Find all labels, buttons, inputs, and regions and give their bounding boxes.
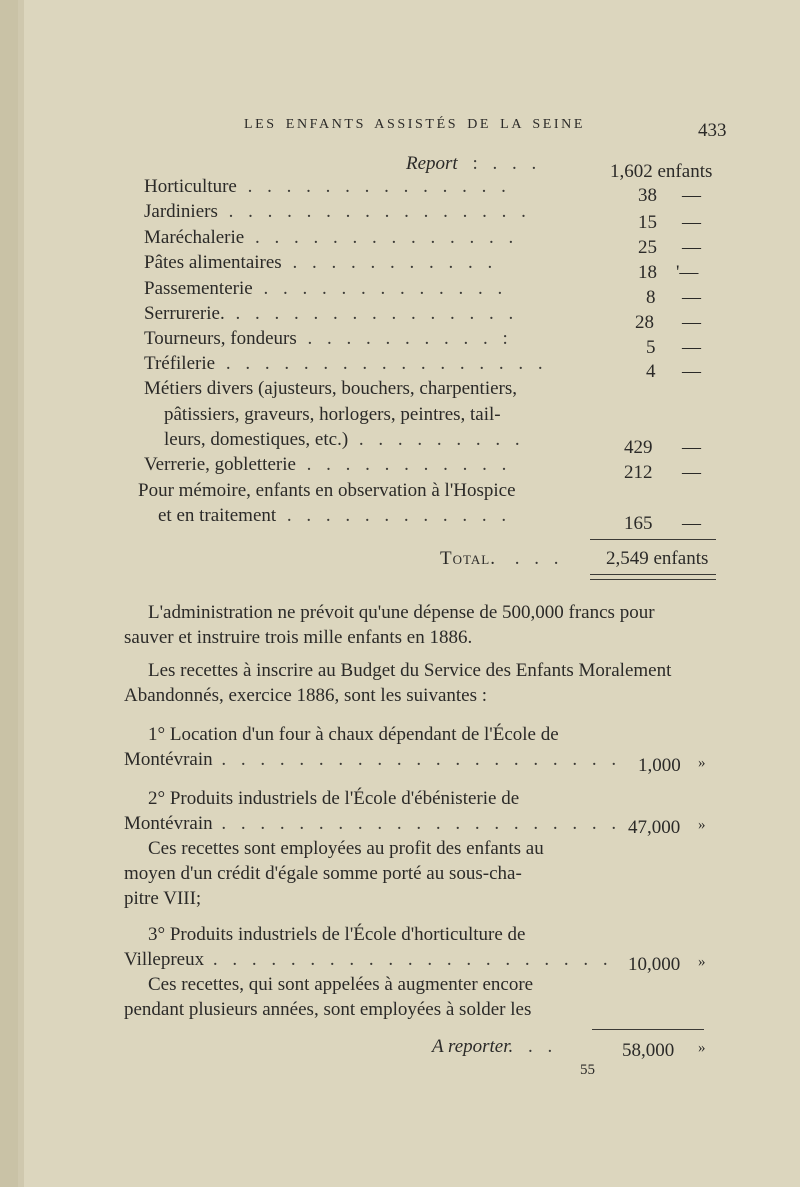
table-row (144, 303, 518, 325)
metiers-line (164, 429, 525, 451)
receipt-item-1 (124, 722, 621, 772)
book-page (18, 0, 800, 1187)
table-row (144, 278, 507, 300)
total-dots: . . . (514, 548, 564, 569)
memoire-label: et en traitement (158, 505, 277, 526)
memoire-line (158, 505, 511, 527)
item-line: 2° Produits industriels de l'École d'ébénisterie de (148, 788, 520, 809)
row-dots: . . . . . . . . . . . . . . . (235, 303, 519, 324)
row-dash: — (682, 361, 701, 382)
item-label: Villepreux (124, 949, 205, 970)
row-dash: '— (676, 262, 699, 283)
row-label: Horticulture (144, 176, 237, 197)
report-value: 1,602 enfants (610, 161, 713, 182)
metiers-label: leurs, domestiques, etc.) (164, 429, 349, 450)
receipt-item-2 (124, 786, 621, 911)
table-row (144, 454, 511, 476)
row-value: 8 (646, 287, 656, 308)
row-label: Tréfilerie (144, 353, 216, 374)
carry-dots: . . (528, 1036, 558, 1057)
item-note-line: pitre VIII; (124, 888, 202, 909)
total-rule-top (590, 539, 716, 540)
row-value: 18 (638, 262, 657, 283)
item-note-line: Ces recettes, qui sont appelées à augmenter encore (148, 974, 534, 995)
row-dash: — (682, 337, 701, 358)
row-dots: . . . . . . . . . . . . . . (254, 227, 519, 248)
row-value: 15 (638, 212, 657, 233)
report-line (406, 153, 541, 175)
item-label: Montévrain (124, 749, 213, 770)
item-line: 1° Location d'un four à chaux dépendant de l'École de (148, 724, 559, 745)
item-line (124, 811, 621, 836)
row-value: 429 (624, 437, 653, 458)
carry-label: A reporter. (432, 1036, 514, 1057)
row-label: Pâtes alimentaires (144, 252, 282, 273)
item-mark: » (698, 817, 706, 833)
table-row (144, 328, 513, 350)
row-dash: — (682, 312, 701, 333)
total-rule-bottom-1 (590, 574, 716, 575)
item-line (124, 747, 621, 772)
metiers-line: pâtissiers, graveurs, horlogers, peintres, tail- (164, 404, 501, 425)
row-label: Verrerie, gobletterie (144, 454, 296, 475)
table-row (144, 201, 531, 223)
item-value: 10,000 (628, 954, 681, 975)
row-value: 38 (638, 185, 657, 206)
item-note-line: Ces recettes sont employées au profit des enfants au (148, 838, 544, 859)
row-dots: . . . . . . . . . . . . . . . . . (225, 353, 548, 374)
row-dash: — (682, 437, 701, 458)
paragraph-line: L'administration ne prévoit qu'une dépense de 500,000 francs pour (148, 602, 655, 623)
metiers-line: Métiers divers (ajusteurs, bouchers, charpentiers, (144, 378, 518, 399)
paragraph-1 (124, 600, 655, 650)
item-dots: . . . . . . . . . . . . . . . . . . . . . (221, 749, 622, 770)
report-dots: : . . . (472, 153, 542, 174)
carry-value: 58,000 (622, 1040, 675, 1061)
total-rule-bottom-2 (590, 579, 716, 580)
row-dots: . . . . . . . . . . . . . . . . (228, 201, 531, 222)
total-label: Total. (440, 548, 496, 569)
item-label: Montévrain (124, 813, 213, 834)
row-label: Maréchalerie (144, 227, 245, 248)
item-line (124, 947, 613, 972)
row-dots: . . . . . . . . . . . (306, 454, 512, 475)
table-row (144, 227, 518, 249)
row-dash: — (682, 185, 701, 206)
item-mark: » (698, 755, 706, 771)
item-value: 1,000 (638, 755, 681, 776)
running-header: LES ENFANTS ASSISTÉS DE LA SEINE (244, 117, 586, 132)
row-dash: — (682, 513, 701, 534)
row-label: Passementerie (144, 278, 253, 299)
row-dash: — (682, 287, 701, 308)
carry-mark: » (698, 1040, 706, 1056)
row-dash: — (682, 212, 701, 233)
row-value: 4 (646, 361, 656, 382)
table-row (144, 176, 511, 198)
row-dash: — (682, 237, 701, 258)
item-line: 3° Produits industriels de l'École d'horticulture de (148, 924, 526, 945)
paragraph-line: sauver et instruire trois mille enfants en 1886. (124, 627, 473, 648)
carry-rule (592, 1029, 704, 1030)
signature-mark: 55 (580, 1062, 595, 1078)
row-dash: — (682, 462, 701, 483)
receipt-item-3 (124, 922, 613, 1022)
row-dots: . . . . . . . . . (358, 429, 525, 450)
item-mark: » (698, 954, 706, 970)
row-label: Jardiniers (144, 201, 218, 222)
row-value: 212 (624, 462, 653, 483)
paragraph-line: Abandonnés, exercice 1886, sont les suivantes : (124, 685, 488, 706)
row-dots: . . . . . . . . . . : (307, 328, 513, 349)
item-dots: . . . . . . . . . . . . . . . . . . . . . (221, 813, 622, 834)
row-dots: . . . . . . . . . . . . . . (247, 176, 511, 197)
row-value: 165 (624, 513, 653, 534)
report-label: Report (406, 153, 458, 174)
row-dots: . . . . . . . . . . . . (286, 505, 512, 526)
item-value: 47,000 (628, 817, 681, 838)
item-dots: . . . . . . . . . . . . . . . . . . . . . (212, 949, 613, 970)
carry-line (432, 1036, 557, 1058)
memoire-line: Pour mémoire, enfants en observation à l'Hospice (138, 480, 516, 501)
paragraph-line: Les recettes à inscrire au Budget du Service des Enfants Moralement (148, 660, 672, 681)
table-row (144, 252, 497, 274)
row-dots: . . . . . . . . . . . (292, 252, 498, 273)
row-label: Serrurerie. (144, 303, 225, 324)
row-label: Tourneurs, fondeurs (144, 328, 297, 349)
total-value: 2,549 enfants (606, 548, 709, 569)
total-line (440, 548, 563, 570)
item-note-line: pendant plusieurs années, sont employées à solder les (124, 999, 532, 1020)
row-value: 5 (646, 337, 656, 358)
row-value: 28 (635, 312, 654, 333)
row-value: 25 (638, 237, 657, 258)
table-row (144, 353, 548, 375)
paragraph-2 (124, 658, 671, 708)
row-dots: . . . . . . . . . . . . . (263, 278, 508, 299)
page-number: 433 (698, 120, 727, 141)
item-note-line: moyen d'un crédit d'égale somme porté au sous-cha- (124, 863, 522, 884)
